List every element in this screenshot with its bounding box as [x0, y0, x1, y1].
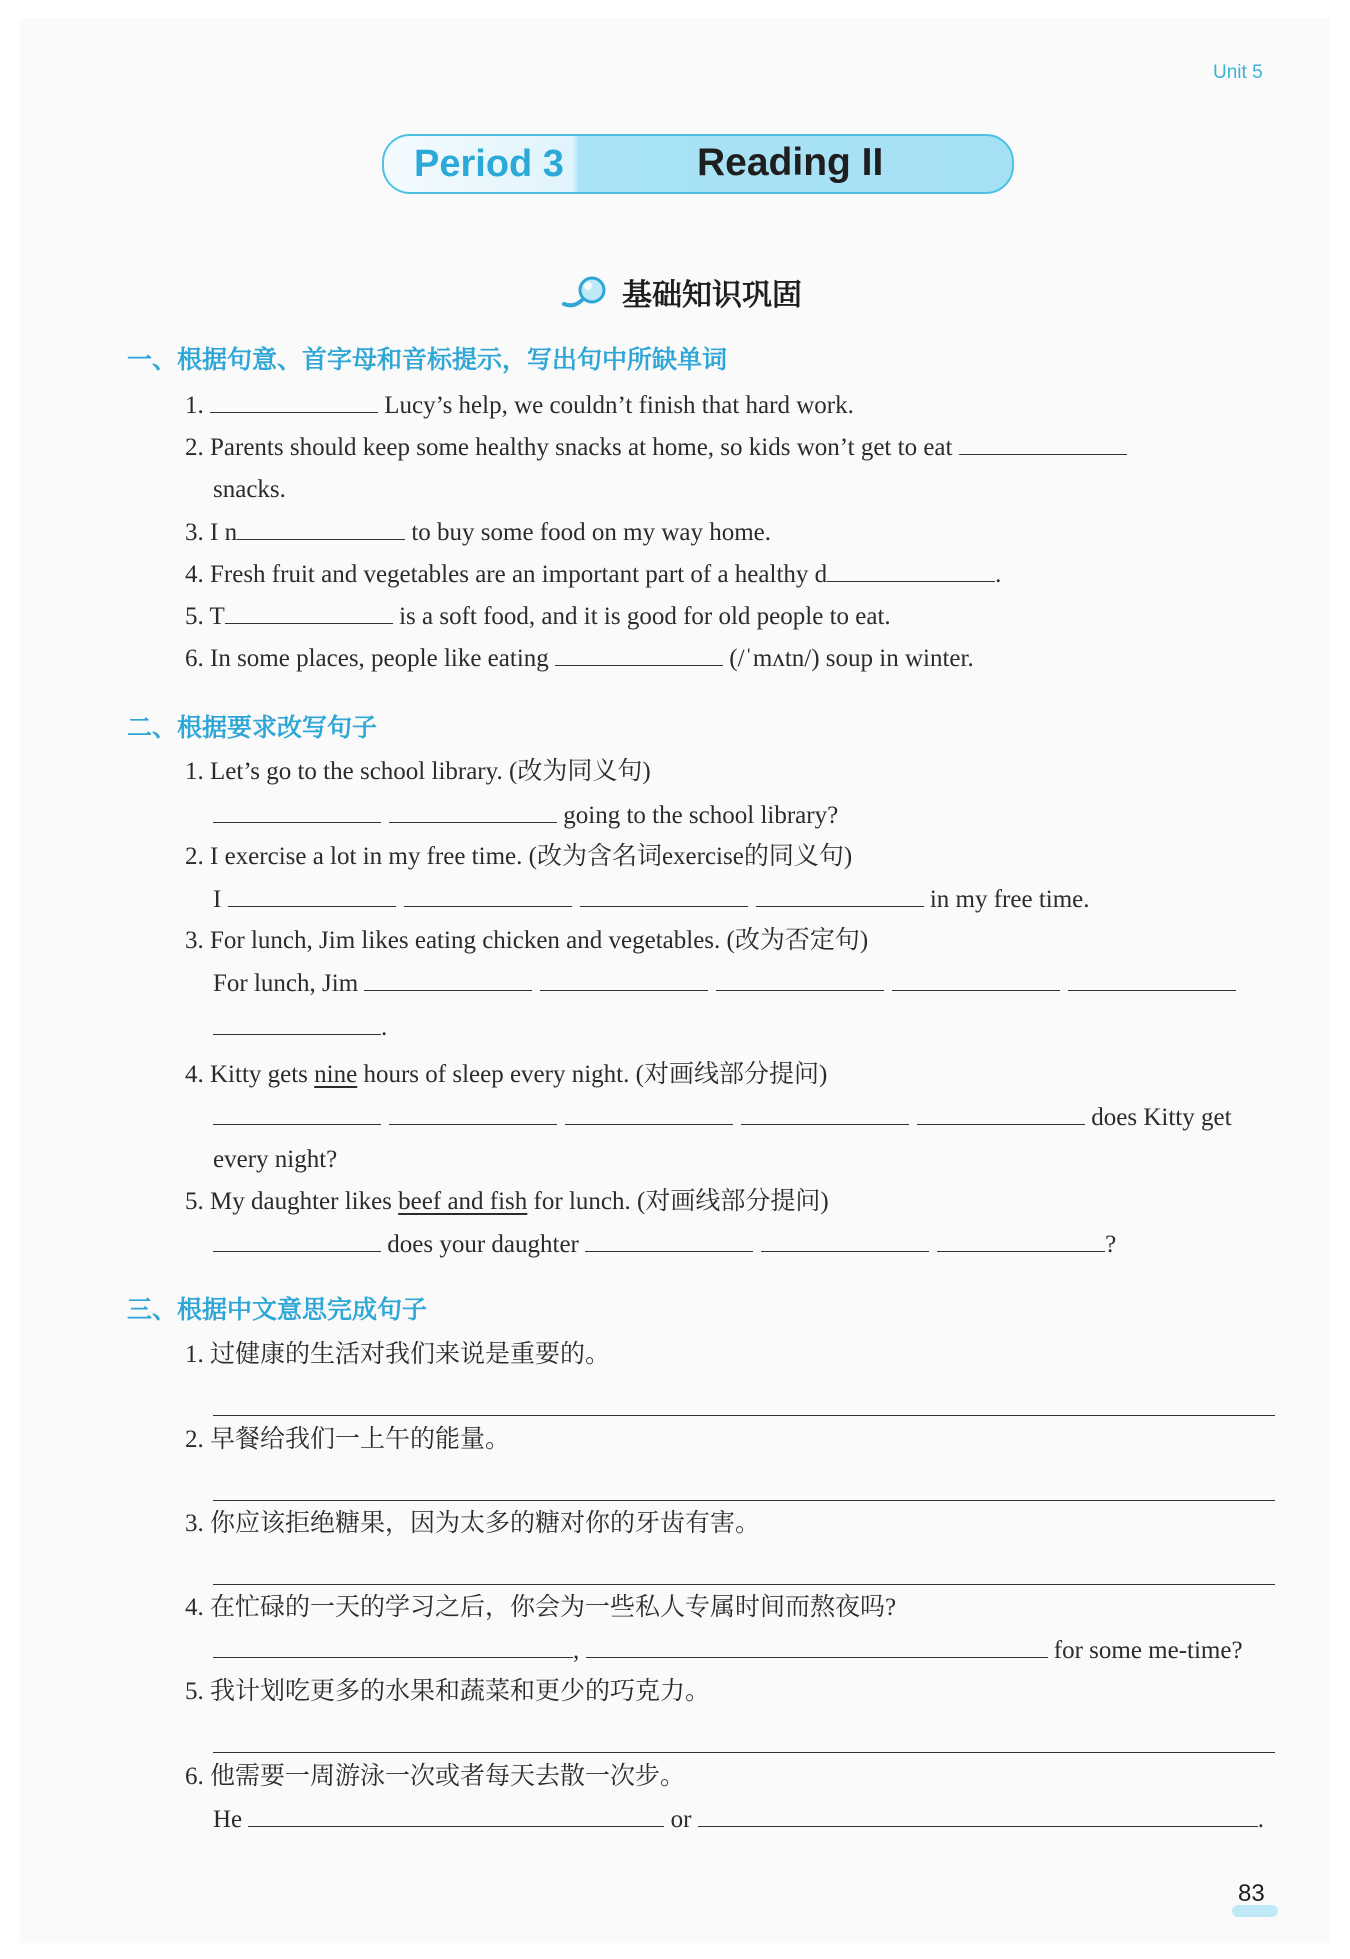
s2-q3-cont: [213, 1012, 387, 1043]
s2-q1: 1. Let’s go to the school library. (改为同义句): [185, 758, 651, 785]
s2-q5-pre: 5. My daughter likes: [185, 1188, 392, 1215]
s1-q5: [185, 601, 891, 632]
s2-q1-tail: going to the school library?: [563, 802, 839, 829]
s2-q4-post: hours of sleep every night. (对画线部分提问): [363, 1061, 828, 1088]
answer-blank[interactable]: [213, 1229, 381, 1252]
answer-blank[interactable]: [892, 968, 1060, 991]
answer-blank[interactable]: [213, 800, 381, 823]
answer-blank[interactable]: [237, 517, 405, 540]
answer-blank[interactable]: [741, 1102, 909, 1125]
s3-q4-comma: ,: [573, 1637, 580, 1664]
period-banner: [382, 134, 1014, 194]
s2-q3-answer: [213, 968, 1236, 999]
s2-q5-answer: [213, 1229, 1116, 1260]
s3-q5: 5. 我计划吃更多的水果和蔬菜和更少的巧克力。: [185, 1678, 711, 1705]
answer-blank[interactable]: [565, 1102, 733, 1125]
s1-q5-pre: 5. T: [185, 603, 225, 630]
s2-q1-answer: [213, 800, 838, 831]
answer-blank[interactable]: [585, 1229, 753, 1252]
section2-heading: 二、根据要求改写句子: [127, 713, 378, 742]
s2-q5-mid: does your daughter: [387, 1231, 579, 1258]
s1-q4-end: .: [995, 561, 1002, 588]
answer-blank[interactable]: [937, 1229, 1105, 1252]
answer-blank[interactable]: [555, 643, 723, 666]
s1-q1-num: 1.: [185, 392, 204, 419]
answer-blank[interactable]: [210, 390, 378, 413]
s2-q2-answer: [213, 884, 1090, 915]
answer-blank[interactable]: [404, 884, 572, 907]
answer-blank[interactable]: [761, 1229, 929, 1252]
s2-q4-underlined: nine: [314, 1061, 358, 1088]
s2-q2-tail: in my free time.: [929, 886, 1090, 913]
answer-blank[interactable]: [1068, 968, 1236, 991]
s3-q4: 4. 在忙碌的一天的学习之后，你会为一些私人专属时间而熬夜吗?: [185, 1594, 897, 1621]
s3-q6: 6. 他需要一周游泳一次或者每天去散一次步。: [185, 1763, 686, 1790]
s1-q4: [185, 559, 1001, 590]
answer-blank[interactable]: [586, 1635, 1048, 1658]
section3-heading: 三、根据中文意思完成句子: [127, 1295, 428, 1324]
s2-q5: [185, 1187, 829, 1217]
s1-q1-text: Lucy’s help, we couldn’t finish that hard work.: [384, 392, 854, 419]
s1-q3-post: to buy some food on my way home.: [411, 519, 772, 546]
answer-blank[interactable]: [959, 432, 1127, 455]
answer-blank[interactable]: [917, 1102, 1085, 1125]
answer-blank[interactable]: [580, 884, 748, 907]
s2-q5-post: for lunch. (对画线部分提问): [533, 1188, 829, 1215]
main-title-text: 基础知识巩固: [622, 278, 802, 313]
s1-q4-pre: 4. Fresh fruit and vegetables are an important part of a healthy d: [185, 561, 828, 588]
answer-blank[interactable]: [213, 1012, 381, 1035]
main-title: [560, 270, 802, 314]
answer-blank[interactable]: [756, 884, 924, 907]
page-number: 83: [1238, 1880, 1265, 1907]
s1-q2-text: 2. Parents should keep some healthy snacks at home, so kids won’t get to eat: [185, 434, 953, 461]
s1-q2-cont: snacks.: [213, 476, 286, 503]
s3-q6-or: or: [670, 1806, 692, 1833]
s2-q4: [185, 1060, 827, 1090]
s3-q6-answer: [213, 1804, 1264, 1835]
s1-q2: [185, 432, 1127, 463]
s2-q4-cont: every night?: [213, 1146, 338, 1173]
answer-blank[interactable]: [540, 968, 708, 991]
answer-line[interactable]: [213, 1500, 1275, 1501]
s2-q4-pre: 4. Kitty gets: [185, 1061, 308, 1088]
s2-q2: 2. I exercise a lot in my free time. (改为含名词exercise的同义句): [185, 843, 853, 870]
answer-blank[interactable]: [213, 1102, 381, 1125]
answer-line[interactable]: [213, 1752, 1275, 1753]
answer-blank[interactable]: [389, 1102, 557, 1125]
s3-q6-pre: He: [213, 1806, 243, 1833]
s2-q4-tail: does Kitty get: [1091, 1104, 1232, 1131]
answer-line[interactable]: [213, 1584, 1275, 1585]
answer-blank[interactable]: [364, 968, 532, 991]
s1-q5-post: is a soft food, and it is good for old people to eat.: [399, 603, 891, 630]
period-label: Period 3: [414, 143, 564, 185]
answer-blank[interactable]: [228, 884, 396, 907]
section1-heading: 一、根据句意、首字母和音标提示，写出句中所缺单词: [127, 345, 728, 374]
s1-q1: [185, 390, 854, 421]
answer-line[interactable]: [213, 1415, 1275, 1416]
answer-blank[interactable]: [389, 800, 557, 823]
s2-q5-end: ?: [1105, 1231, 1117, 1258]
answer-blank[interactable]: [248, 1804, 664, 1827]
s1-q6-post: (/ˈmʌtn/) soup in winter.: [729, 645, 974, 672]
s3-q3: 3. 你应该拒绝糖果，因为太多的糖对你的牙齿有害。: [185, 1510, 761, 1537]
answer-blank[interactable]: [225, 601, 393, 624]
magnifier-icon: [560, 274, 610, 310]
answer-blank[interactable]: [698, 1804, 1258, 1827]
s1-q6: [185, 643, 974, 674]
s2-q3-pre: For lunch, Jim: [213, 970, 359, 997]
s2-q4-answer: [213, 1102, 1232, 1133]
s1-q6-pre: 6. In some places, people like eating: [185, 645, 549, 672]
s3-q1: 1. 过健康的生活对我们来说是重要的。: [185, 1341, 611, 1368]
answer-blank[interactable]: [827, 559, 995, 582]
unit-label: Unit 5: [1213, 62, 1263, 83]
s3-q4-tail: for some me-time?: [1053, 1637, 1243, 1664]
s2-q3: 3. For lunch, Jim likes eating chicken and vegetables. (改为否定句): [185, 927, 869, 954]
s1-q3-pre: 3. I n: [185, 519, 238, 546]
s3-q4-answer: [213, 1635, 1243, 1666]
lesson-title: Reading II: [697, 141, 884, 184]
s2-q2-pre: I: [213, 886, 222, 913]
s3-q2: 2. 早餐给我们一上午的能量。: [185, 1426, 511, 1453]
s2-q3-end: .: [381, 1014, 388, 1041]
answer-blank[interactable]: [716, 968, 884, 991]
s1-q3: [185, 517, 771, 548]
s3-q6-end: .: [1257, 1806, 1264, 1833]
answer-blank[interactable]: [213, 1635, 573, 1658]
s2-q5-underlined: beef and fish: [398, 1188, 528, 1215]
